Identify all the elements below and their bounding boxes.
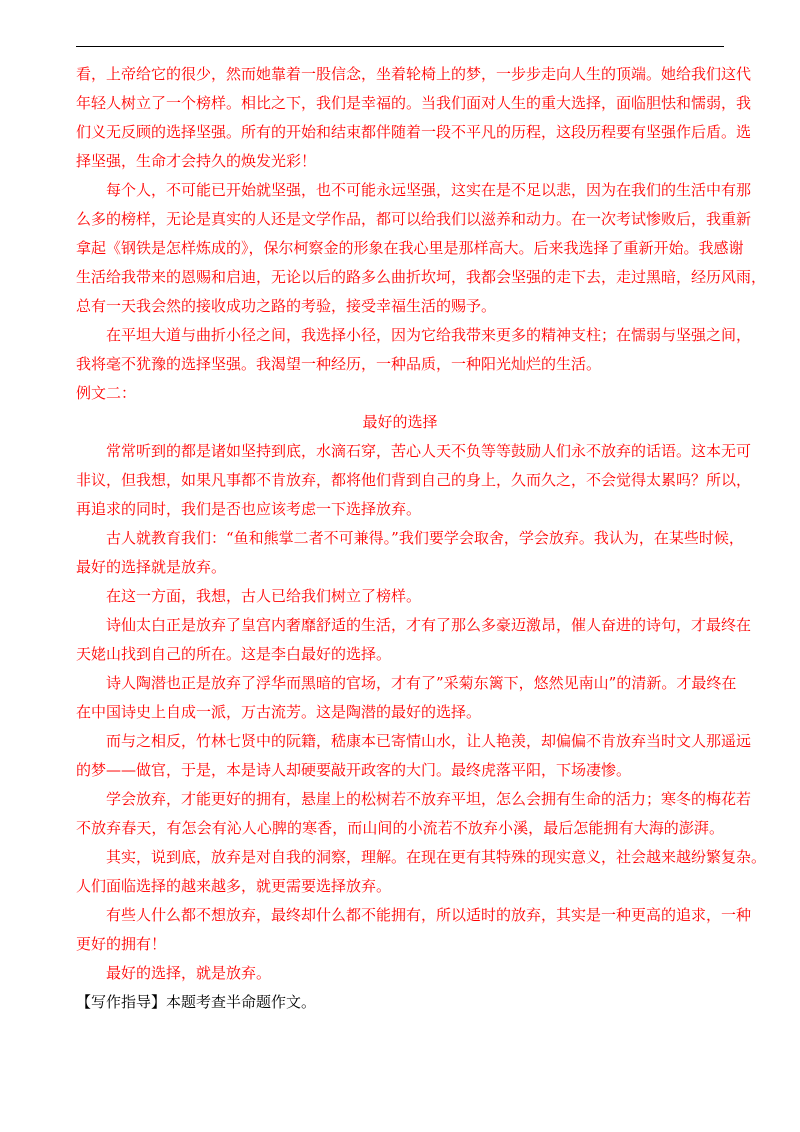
- text-line: 年轻人树立了一个榜样。相比之下，我们是幸福的。当我们面对人生的重大选择，面临胆怯和懦弱，我: [76, 94, 752, 112]
- text-line: 人们面临选择的越来越多，就更需要选择放弃。: [76, 877, 392, 895]
- text-line: 古人就教育我们：“鱼和熊掌二者不可兼得。”我们要学会取舍，学会放弃。我认为，在某些时候，: [106, 529, 744, 547]
- text-line: 在中国诗史上自成一派，万古流芳。这是陶潜的最好的选择。: [76, 703, 482, 721]
- text-line: 诗仙太白正是放弃了皇宫内奢靡舒适的生活，才有了那么多豪迈激昂，催人奋进的诗句，才最终在: [106, 616, 752, 634]
- text-line: 更好的拥有！: [76, 935, 167, 953]
- text-line: 再追求的同时，我们是否也应该考虑一下选择放弃。: [76, 500, 422, 518]
- essay-title: 最好的选择: [362, 413, 438, 431]
- text-line: 而与之相反，竹林七贤中的阮籍，嵇康本已寄情山水，让人艳羡，却偏偏不肯放弃当时文人那遥远: [106, 732, 752, 750]
- text-line: 生活给我带来的恩赐和启迪，无论以后的路多么曲折坎坷，我都会坚强的走下去，走过黑暗，经历风雨，: [76, 268, 767, 286]
- text-line: 诗人陶潜也正是放弃了浮华而黑暗的官场，才有了”采菊东篱下，悠然见南山”的清新。才最终在: [106, 674, 737, 692]
- text-line: 择坚强，生命才会持久的焕发光彩！: [76, 152, 317, 170]
- text-line: 拿起《钢铁是怎样炼成的》，保尔柯察金的形象在我心里是那样高大。后来我选择了重新开始。我感谢: [76, 239, 744, 257]
- text-line: 最好的选择就是放弃。: [76, 558, 227, 576]
- text-line: 我将毫不犹豫的选择坚强。我渴望一种经历，一种品质，一种阳光灿烂的生活。: [76, 355, 602, 373]
- text-line: 其实，说到底，放弃是对自我的洞察，理解。在现在更有其特殊的现实意义，社会越来越纷繁复杂。: [106, 848, 767, 866]
- text-line: 不放弃春天，有怎会有沁人心脾的寒香，而山间的小流若不放弃小溪，最后怎能拥有大海的澎湃。: [76, 819, 724, 837]
- text-line: 非议，但我想，如果凡事都不肯放弃，都将他们背到自己的身上，久而久之，不会觉得太累吗？所以，: [76, 471, 752, 489]
- text-line: 学会放弃，才能更好的拥有，悬崖上的松树若不放弃平坦，怎么会拥有生命的活力；寒冬的梅花若: [106, 790, 752, 808]
- header-rule: [76, 46, 724, 47]
- text-line: 每个人，不可能已开始就坚强，也不可能永远坚强，这实在是不足以悲，因为在我们的生活中有那: [106, 181, 752, 199]
- text-line: 例文二：: [76, 384, 137, 402]
- text-line: 最好的选择，就是放弃。: [106, 964, 272, 982]
- text-line: 在这一方面，我想，古人已给我们树立了榜样。: [106, 587, 422, 605]
- text-line: 们义无反顾的选择坚强。所有的开始和结束都伴随着一段不平凡的历程，这段历程要有坚强作后盾。选: [76, 123, 752, 141]
- document-body: [76, 60, 767, 1017]
- text-line: 看，上帝给它的很少，然而她靠着一股信念，坐着轮椅上的梦，一步步走向人生的顶端。她给我们这代: [76, 65, 752, 83]
- text-line: 常常听到的都是诸如坚持到底，水滴石穿，苦心人天不负等等鼓励人们永不放弃的话语。这本无可: [106, 442, 752, 460]
- text-line: 总有一天我会然的接收成功之路的考验，接受幸福生活的赐予。: [76, 297, 497, 315]
- text-line: 在平坦大道与曲折小径之间，我选择小径，因为它给我带来更多的精神支柱；在懦弱与坚强之间，: [106, 326, 752, 344]
- text-line: 么多的榜样，无论是真实的人还是文学作品，都可以给我们以滋养和动力。在一次考试惨败后，我重新: [76, 210, 752, 228]
- text-line: 天姥山找到自己的所在。这是李白最好的选择。: [76, 645, 392, 663]
- text-line: 有些人什么都不想放弃，最终却什么都不能拥有，所以适时的放弃，其实是一种更高的追求，一种: [106, 906, 752, 924]
- writing-guide-line: 【写作指导】本题考查半命题作文。: [76, 993, 317, 1011]
- text-line: 的梦——做官，于是，本是诗人却硬要敲开政客的大门。最终虎落平阳，下场凄惨。: [76, 761, 632, 779]
